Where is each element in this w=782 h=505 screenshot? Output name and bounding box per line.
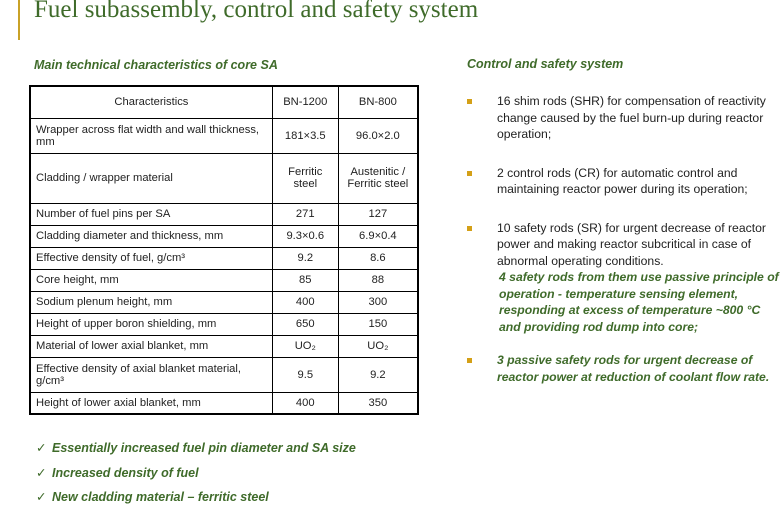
row-bn800: 88 bbox=[338, 269, 418, 291]
row-bn1200: 85 bbox=[272, 269, 338, 291]
check-item-label: Essentially increased fuel pin diameter and SA size bbox=[52, 441, 356, 455]
table-row bbox=[30, 153, 418, 203]
table-heading: Main technical characteristics of core SA bbox=[34, 58, 278, 72]
row-bn800: 300 bbox=[338, 291, 418, 313]
check-item-label: Increased density of fuel bbox=[52, 465, 199, 480]
checkmark-icon: ✓ bbox=[36, 490, 47, 504]
table-row bbox=[30, 357, 418, 392]
check-item bbox=[36, 489, 356, 505]
check-item bbox=[36, 440, 356, 465]
row-bn1200: 181×3.5 bbox=[272, 118, 338, 153]
list-item-text: 2 control rods (CR) for automatic control and maintaining reactor power during its operation; bbox=[497, 165, 748, 196]
row-name: Material of lower axial blanket, mm bbox=[30, 335, 272, 357]
header-characteristics: Characteristics bbox=[30, 86, 272, 118]
row-name: Cladding diameter and thickness, mm bbox=[30, 225, 272, 247]
table-row bbox=[30, 313, 418, 335]
row-bn1200: 9.3×0.6 bbox=[272, 225, 338, 247]
row-bn1200: 271 bbox=[272, 203, 338, 225]
table-row bbox=[30, 225, 418, 247]
table-row bbox=[30, 291, 418, 313]
page-title: Fuel subassembly, control and safety system bbox=[34, 0, 479, 23]
row-name: Wrapper across flat width and wall thickness, mm bbox=[30, 118, 272, 153]
header-bn800: BN-800 bbox=[338, 86, 418, 118]
row-bn800: 127 bbox=[338, 203, 418, 225]
table-row bbox=[30, 269, 418, 291]
row-bn800: 150 bbox=[338, 313, 418, 335]
row-bn1200: 9.2 bbox=[272, 247, 338, 269]
characteristics-table bbox=[29, 85, 419, 415]
header-bn1200: BN-1200 bbox=[272, 86, 338, 118]
row-bn800: 350 bbox=[338, 392, 418, 414]
row-bn800: 9.2 bbox=[338, 357, 418, 392]
row-bn1200: 400 bbox=[272, 291, 338, 313]
checkmark-icon: ✓ bbox=[36, 465, 47, 480]
row-name: Number of fuel pins per SA bbox=[30, 203, 272, 225]
list-item-text: 10 safety rods (SR) for urgent decrease of reactor power and making reactor subcritical in case of abnormal operating conditions. bbox=[497, 220, 766, 268]
square-bullet-icon bbox=[467, 358, 472, 363]
row-name: Sodium plenum height, mm bbox=[30, 291, 272, 313]
row-bn1200: Ferritic steel bbox=[272, 153, 338, 203]
list-item bbox=[467, 352, 779, 385]
passive-rods-note: 4 safety rods from them use passive principle of operation - temperature sensing element, responding at excess of temperature ~800 °C and providing rod dump into core; bbox=[499, 270, 779, 334]
square-bullet-icon bbox=[467, 226, 472, 231]
row-bn800: 6.9×0.4 bbox=[338, 225, 418, 247]
row-bn1200: UO₂ bbox=[272, 335, 338, 357]
row-bn800: 8.6 bbox=[338, 247, 418, 269]
row-name: Height of lower axial blanket, mm bbox=[30, 392, 272, 414]
row-bn800: UO₂ bbox=[338, 335, 418, 357]
list-item bbox=[467, 165, 779, 198]
list-item bbox=[467, 220, 779, 336]
row-name: Effective density of axial blanket material, g/cm³ bbox=[30, 357, 272, 392]
list-item-text: 3 passive safety rods for urgent decrease of reactor power at reduction of coolant flow rate. bbox=[497, 353, 770, 384]
row-bn1200: 650 bbox=[272, 313, 338, 335]
list-item-text: 16 shim rods (SHR) for compensation of reactivity change caused by the fuel burn-up during reactor operation; bbox=[497, 94, 766, 141]
row-name: Effective density of fuel, g/cm³ bbox=[30, 247, 272, 269]
table-header-row bbox=[30, 86, 418, 118]
table-row bbox=[30, 392, 418, 414]
row-bn800: Austenitic / Ferritic steel bbox=[338, 153, 418, 203]
row-name: Height of upper boron shielding, mm bbox=[30, 313, 272, 335]
key-improvements-list bbox=[36, 440, 356, 505]
row-bn800: 96.0×2.0 bbox=[338, 118, 418, 153]
row-bn1200: 400 bbox=[272, 392, 338, 414]
row-name: Core height, mm bbox=[30, 269, 272, 291]
square-bullet-icon bbox=[467, 99, 472, 104]
check-item bbox=[36, 465, 356, 490]
checkmark-icon: ✓ bbox=[36, 441, 47, 455]
row-name: Cladding / wrapper material bbox=[30, 153, 272, 203]
title-accent-bar bbox=[18, 0, 20, 40]
table-row bbox=[30, 335, 418, 357]
table-row bbox=[30, 203, 418, 225]
table-row bbox=[30, 247, 418, 269]
control-safety-list bbox=[467, 93, 779, 385]
row-bn1200: 9.5 bbox=[272, 357, 338, 392]
square-bullet-icon bbox=[467, 171, 472, 176]
control-safety-heading: Control and safety system bbox=[467, 57, 624, 71]
list-item bbox=[467, 93, 779, 143]
table-row bbox=[30, 118, 418, 153]
check-item-label: New cladding material – ferritic steel bbox=[52, 490, 269, 504]
